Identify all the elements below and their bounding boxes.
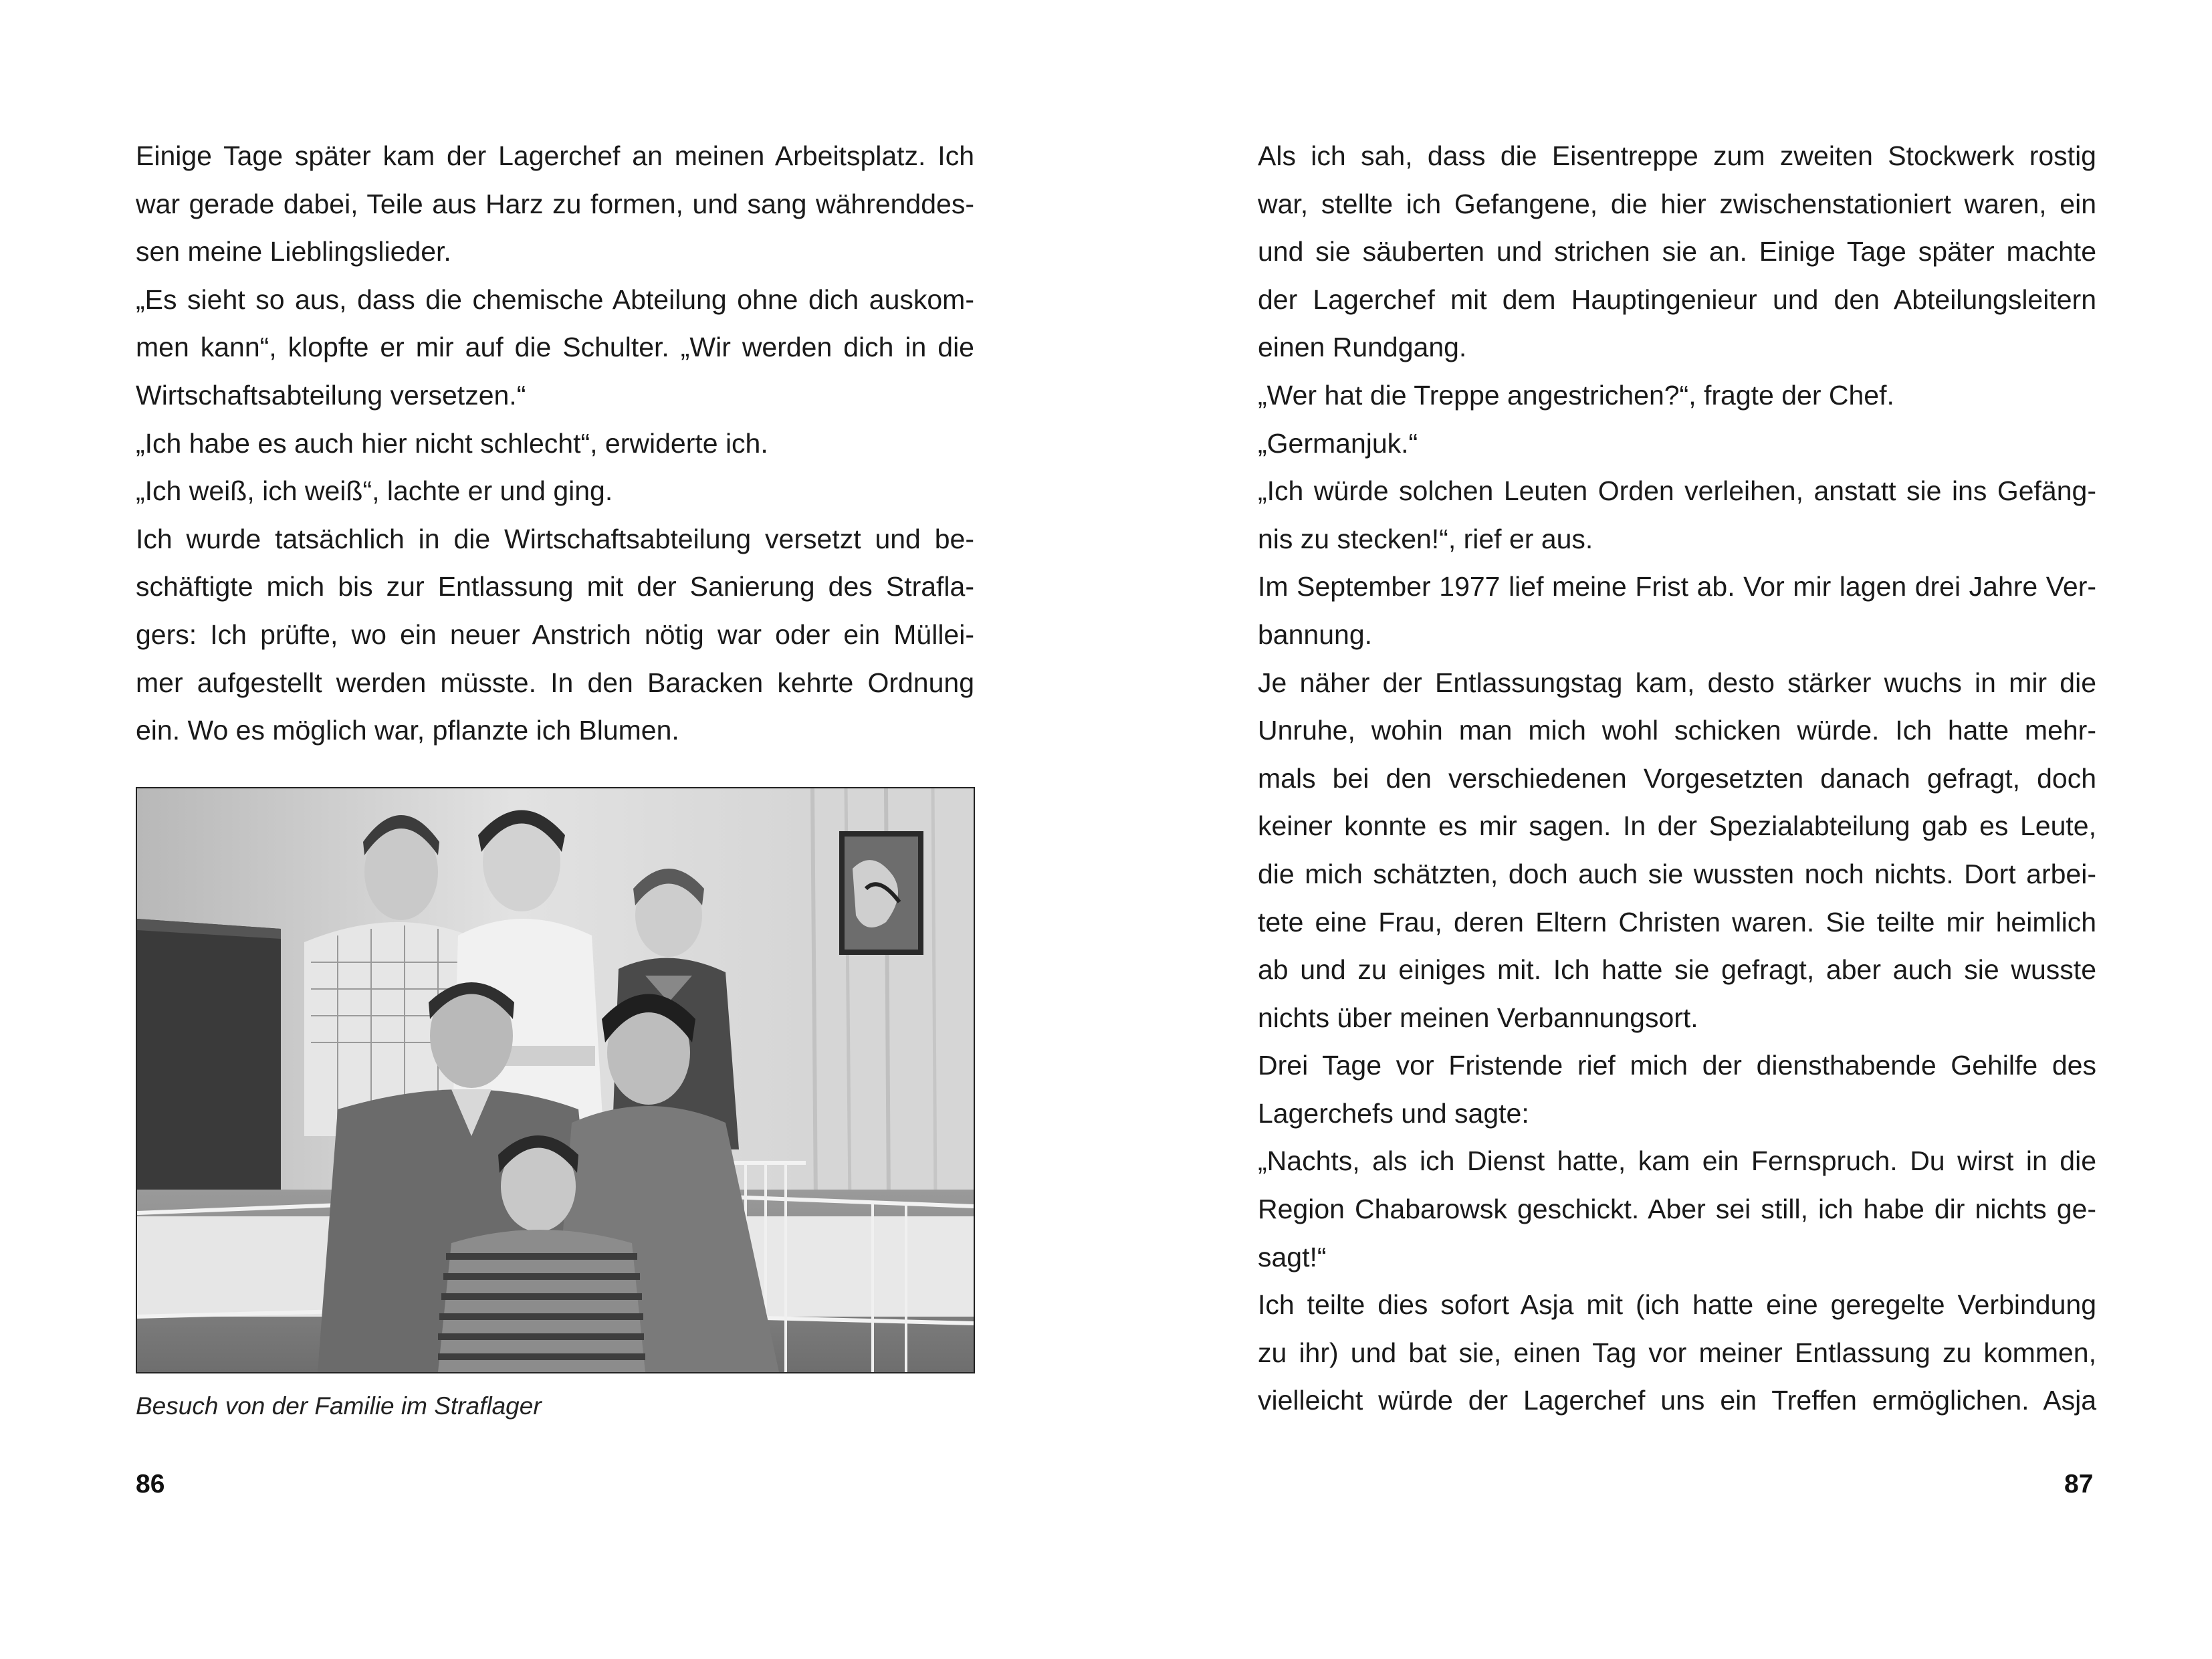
text-line: Lagerchefs und sagte:: [1258, 1097, 1529, 1129]
text-line: Unruhe, wohin man mich wohl schicken würde. Ich hatte mehr-: [1258, 715, 2096, 746]
text-line: gers: Ich prüfte, wo ein neuer Anstrich nötig war oder ein Müllei-: [136, 619, 974, 650]
text-line: war gerade dabei, Teile aus Harz zu formen, und sang währenddes-: [136, 188, 974, 219]
text-line: der Lagerchef mit dem Hauptingenieur und den Abteilungsleitern: [1258, 284, 2096, 315]
text-line: „Ich würde solchen Leuten Orden verleihen, anstatt sie ins Gefäng-: [1258, 475, 2096, 507]
text-line: Ich teilte dies sofort Asja mit (ich hatte eine geregelte Verbindung: [1258, 1289, 2096, 1321]
text-line: einen Rundgang.: [1258, 332, 1467, 363]
right-body-text: [1258, 132, 2096, 1425]
text-line: sagt!“: [1258, 1241, 1327, 1273]
text-line: „Ich weiß, ich weiß“, lachte er und ging.: [136, 475, 613, 507]
text-line: sen meine Lieblingslieder.: [136, 236, 451, 267]
text-line: Einige Tage später kam der Lagerchef an meinen Arbeitsplatz. Ich: [136, 140, 974, 171]
text-line: Im September 1977 lief meine Frist ab. Vor mir lagen drei Jahre Ver-: [1258, 571, 2096, 602]
page-number-right: 87: [2064, 1470, 2094, 1499]
text-line: Ich wurde tatsächlich in die Wirtschaftsabteilung versetzt und be-: [136, 523, 974, 554]
photo-caption: Besuch von der Familie im Straflager: [136, 1392, 542, 1420]
text-line: keiner konnte es mir sagen. In der Spezialabteilung gab es Leute,: [1258, 810, 2096, 842]
text-line: Als ich sah, dass die Eisentreppe zum zweiten Stockwerk rostig: [1258, 140, 2096, 171]
text-line: Drei Tage vor Fristende rief mich der diensthabende Gehilfe des: [1258, 1050, 2096, 1081]
text-line: „Ich habe es auch hier nicht schlecht“, erwiderte ich.: [136, 427, 768, 459]
text-line: men kann“, klopfte er mir auf die Schulter. „Wir werden dich in die: [136, 332, 974, 363]
text-line: zu ihr) und bat sie, einen Tag vor meiner Entlassung zu kommen,: [1258, 1337, 2096, 1368]
text-line: vielleicht würde der Lagerchef uns ein Treffen ermöglichen. Asja: [1258, 1385, 2096, 1416]
family-photo: [136, 787, 975, 1373]
text-line: war, stellte ich Gefangene, die hier zwischenstationiert waren, ein: [1258, 188, 2096, 219]
text-line: und sie säuberten und strichen sie an. Einige Tage später machte: [1258, 236, 2096, 267]
left-body-text: [136, 132, 974, 755]
text-line: nichts über meinen Verbannungsort.: [1258, 1002, 1698, 1033]
text-line: mer aufgestellt werden müsste. In den Baracken kehrte Ordnung: [136, 667, 974, 698]
text-line: „Es sieht so aus, dass die chemische Abteilung ohne dich auskom-: [136, 284, 974, 315]
text-line: Region Chabarowsk geschickt. Aber sei still, ich habe dir nichts ge-: [1258, 1194, 2096, 1225]
page-number-left: 86: [136, 1470, 165, 1499]
text-line: schäftigte mich bis zur Entlassung mit der Sanierung des Strafla-: [136, 571, 974, 602]
text-line: Wirtschaftsabteilung versetzen.“: [136, 379, 526, 411]
text-line: ab und zu einiges mit. Ich hatte sie gefragt, aber auch sie wusste: [1258, 954, 2096, 986]
text-line: die mich schätzten, doch auch sie wussten noch nichts. Dort arbei-: [1258, 858, 2096, 889]
text-line: „Nachts, als ich Dienst hatte, kam ein Fernspruch. Du wirst in die: [1258, 1145, 2096, 1177]
text-line: „Wer hat die Treppe angestrichen?“, fragte der Chef.: [1258, 379, 1894, 411]
text-line: mals bei den verschiedenen Vorgesetzten danach gefragt, doch: [1258, 762, 2096, 794]
text-line: tete eine Frau, deren Eltern Christen waren. Sie teilte mir heimlich: [1258, 906, 2096, 937]
text-line: nis zu stecken!“, rief er aus.: [1258, 523, 1593, 554]
right-page: [1106, 0, 2212, 1659]
text-line: Je näher der Entlassungstag kam, desto stärker wuchs in mir die: [1258, 667, 2096, 698]
text-line: „Germanjuk.“: [1258, 427, 1418, 459]
text-line: bannung.: [1258, 619, 1373, 650]
text-line: ein. Wo es möglich war, pflanzte ich Blumen.: [136, 715, 679, 746]
